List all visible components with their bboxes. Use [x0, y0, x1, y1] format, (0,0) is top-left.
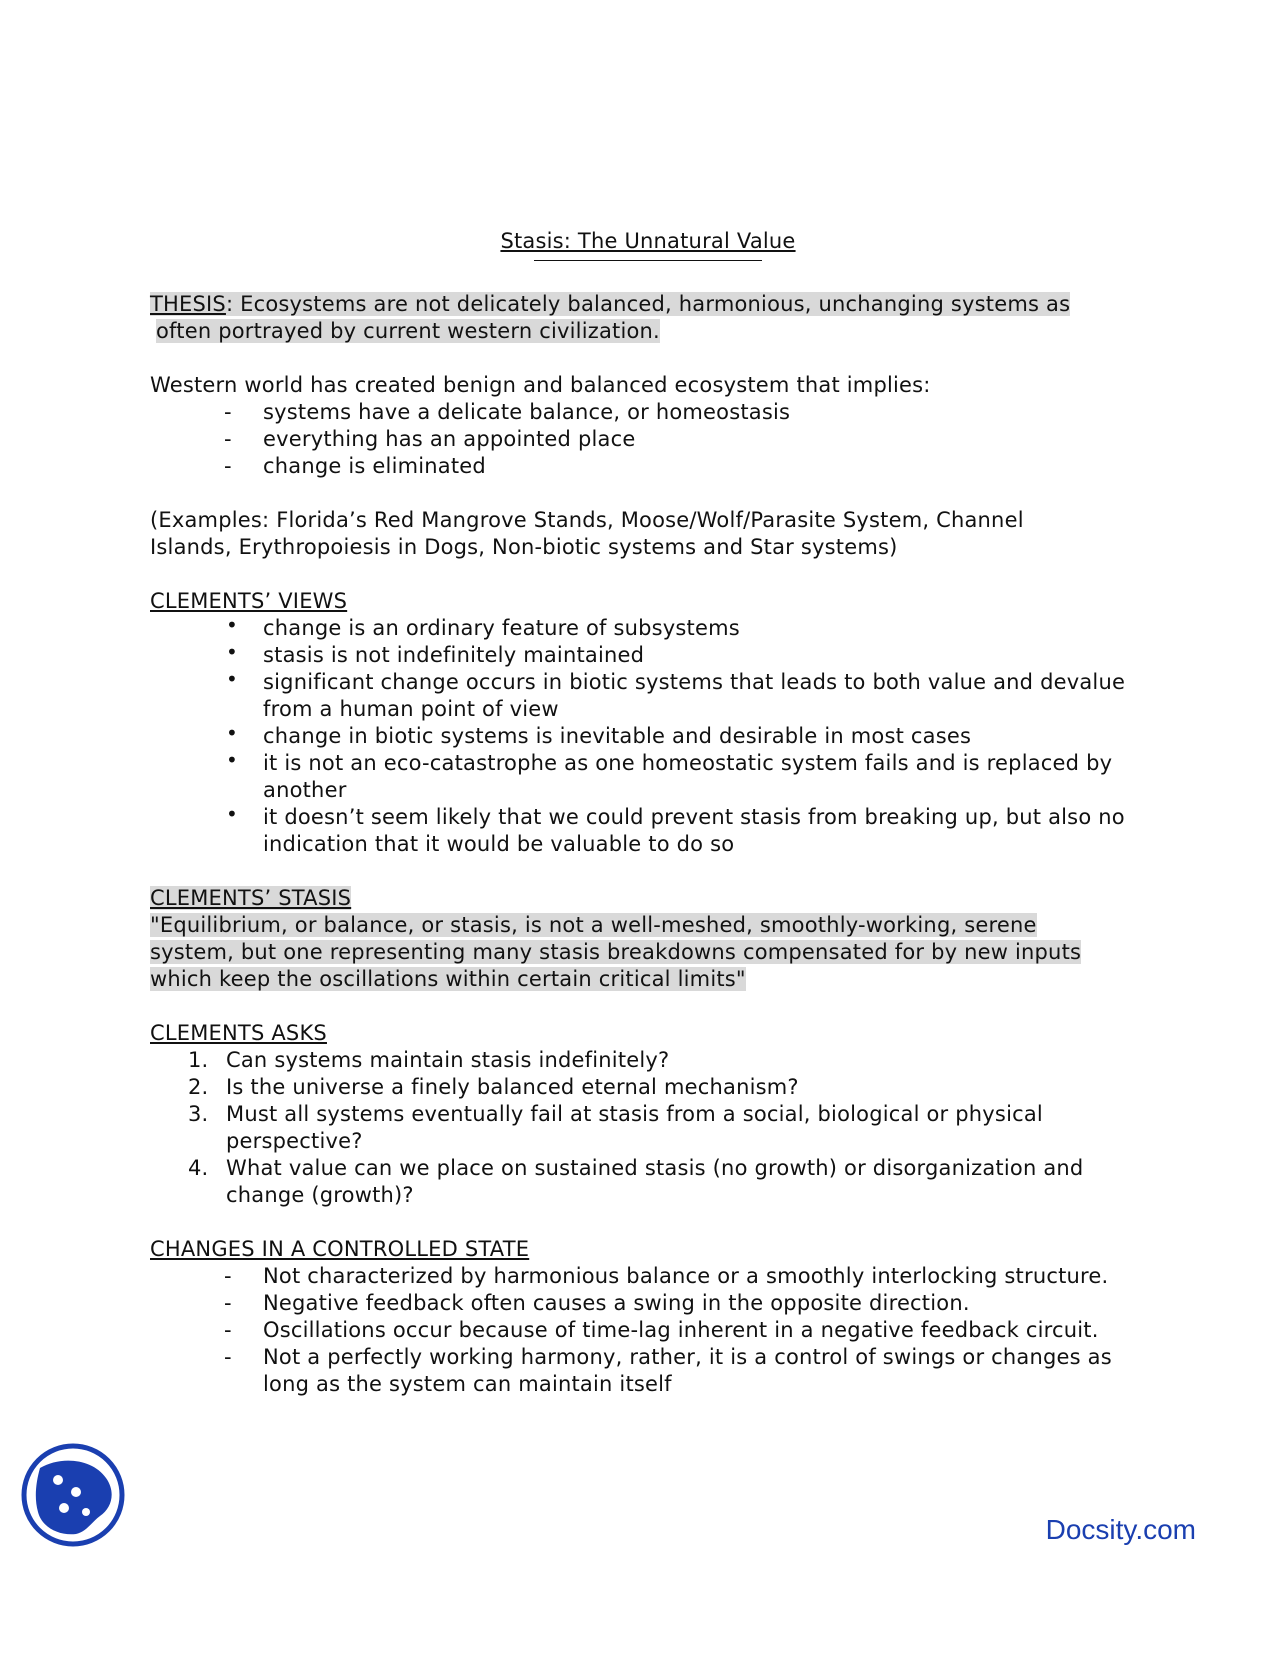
- clements-asks-heading: CLEMENTS ASKS: [150, 1021, 327, 1045]
- brand-name[interactable]: Docsity.com: [1045, 1514, 1196, 1545]
- number-marker: 1.: [188, 1048, 209, 1072]
- clements-views-heading: CLEMENTS’ VIEWS: [150, 589, 348, 613]
- list-item: [150, 1155, 1130, 1209]
- title-rule: [534, 260, 762, 261]
- dash-marker: -: [224, 400, 232, 424]
- controlled-state-heading: CHANGES IN A CONTROLLED STATE: [150, 1237, 530, 1261]
- list-item-text: significant change occurs in biotic systems that leads to both value and devalue from a human point of view: [263, 670, 1126, 721]
- list-item: [150, 804, 1130, 858]
- list-item-text: everything has an appointed place: [263, 427, 636, 451]
- list-item-text: systems have a delicate balance, or homeostasis: [263, 400, 791, 424]
- thesis-block: [150, 291, 1130, 345]
- clements-views-list: [150, 615, 1130, 858]
- intro-text: Western world has created benign and balanced ecosystem that implies:: [150, 373, 931, 397]
- list-item: [150, 399, 1130, 426]
- list-item: [150, 1317, 1130, 1344]
- list-item: [150, 642, 1130, 669]
- dash-marker: -: [224, 427, 232, 451]
- document-body: [150, 228, 1130, 1398]
- list-item: [150, 1074, 1130, 1101]
- list-item-text: Oscillations occur because of time-lag inherent in a negative feedback circuit.: [263, 1318, 1099, 1342]
- dash-marker: -: [224, 1318, 232, 1342]
- implies-list: [150, 399, 1130, 480]
- quote-text: system, but one representing many stasis breakdowns compensated for by new inputs: [150, 940, 1082, 964]
- list-item-text: What value can we place on sustained stasis (no growth) or disorganization and change (growth)?: [226, 1156, 1084, 1207]
- page-title: Stasis: The Unnatural Value: [500, 229, 796, 253]
- thesis-text-line2: often portrayed by current western civilization.: [156, 319, 660, 343]
- list-item: [150, 1344, 1130, 1398]
- list-item: [150, 723, 1130, 750]
- dash-marker: -: [224, 1264, 232, 1288]
- bullet-marker: •: [226, 721, 238, 745]
- stasis-quote-line2: [150, 939, 1130, 966]
- list-item-text: Can systems maintain stasis indefinitely?: [226, 1048, 670, 1072]
- thesis-text-line1: : Ecosystems are not delicately balanced, harmonious, unchanging systems as: [225, 292, 1071, 316]
- controlled-state-list: [150, 1263, 1130, 1398]
- list-item-text: it doesn’t seem likely that we could prevent stasis from breaking up, but also no indication that it would be valuable to do so: [263, 805, 1125, 856]
- thesis-label: THESIS: [150, 292, 226, 316]
- number-marker: 3.: [188, 1102, 209, 1126]
- examples-line2: Islands, Erythropoiesis in Dogs, Non-biotic systems and Star systems): [150, 535, 898, 559]
- list-item: [150, 750, 1130, 804]
- list-item-text: Negative feedback often causes a swing in the opposite direction.: [263, 1291, 970, 1315]
- number-marker: 2.: [188, 1075, 209, 1099]
- stasis-quote-line3: [150, 966, 1130, 993]
- list-item-text: Not a perfectly working harmony, rather, it is a control of swings or changes as long as the system can maintain itself: [263, 1345, 1112, 1396]
- list-item: [150, 615, 1130, 642]
- list-item: [150, 1047, 1130, 1074]
- clements-asks-list: [150, 1047, 1130, 1209]
- quote-text: which keep the oscillations within certain critical limits": [150, 967, 746, 991]
- bullet-marker: •: [226, 613, 238, 637]
- list-item: [150, 1263, 1130, 1290]
- bullet-marker: •: [226, 667, 238, 691]
- list-item: [150, 669, 1130, 723]
- dash-marker: -: [224, 454, 232, 478]
- list-item-text: Not characterized by harmonious balance or a smoothly interlocking structure.: [263, 1264, 1109, 1288]
- examples-line1: (Examples: Florida’s Red Mangrove Stands, Moose/Wolf/Parasite System, Channel: [150, 508, 1024, 532]
- clements-stasis-heading-text: CLEMENTS’ STASIS: [150, 886, 352, 910]
- list-item: [150, 1290, 1130, 1317]
- clements-stasis-heading: [150, 885, 1130, 912]
- list-item-text: stasis is not indefinitely maintained: [263, 643, 645, 667]
- bullet-marker: •: [226, 802, 238, 826]
- list-item: [150, 1101, 1130, 1155]
- docsity-logo-icon: [20, 1442, 126, 1548]
- number-marker: 4.: [188, 1156, 209, 1180]
- list-item: [150, 426, 1130, 453]
- list-item: [150, 453, 1130, 480]
- dash-marker: -: [224, 1291, 232, 1315]
- list-item-text: Is the universe a finely balanced eternal mechanism?: [226, 1075, 799, 1099]
- list-item-text: it is not an eco-catastrophe as one homeostatic system fails and is replaced by another: [263, 751, 1113, 802]
- bullet-marker: •: [226, 640, 238, 664]
- list-item-text: Must all systems eventually fail at stasis from a social, biological or physical perspective?: [226, 1102, 1043, 1153]
- quote-text: "Equilibrium, or balance, or stasis, is not a well-meshed, smoothly-working, serene: [150, 913, 1037, 937]
- dash-marker: -: [224, 1345, 232, 1369]
- stasis-quote-line1: [150, 912, 1130, 939]
- list-item-text: change in biotic systems is inevitable and desirable in most cases: [263, 724, 972, 748]
- bullet-marker: •: [226, 748, 238, 772]
- list-item-text: change is eliminated: [263, 454, 486, 478]
- list-item-text: change is an ordinary feature of subsystems: [263, 616, 740, 640]
